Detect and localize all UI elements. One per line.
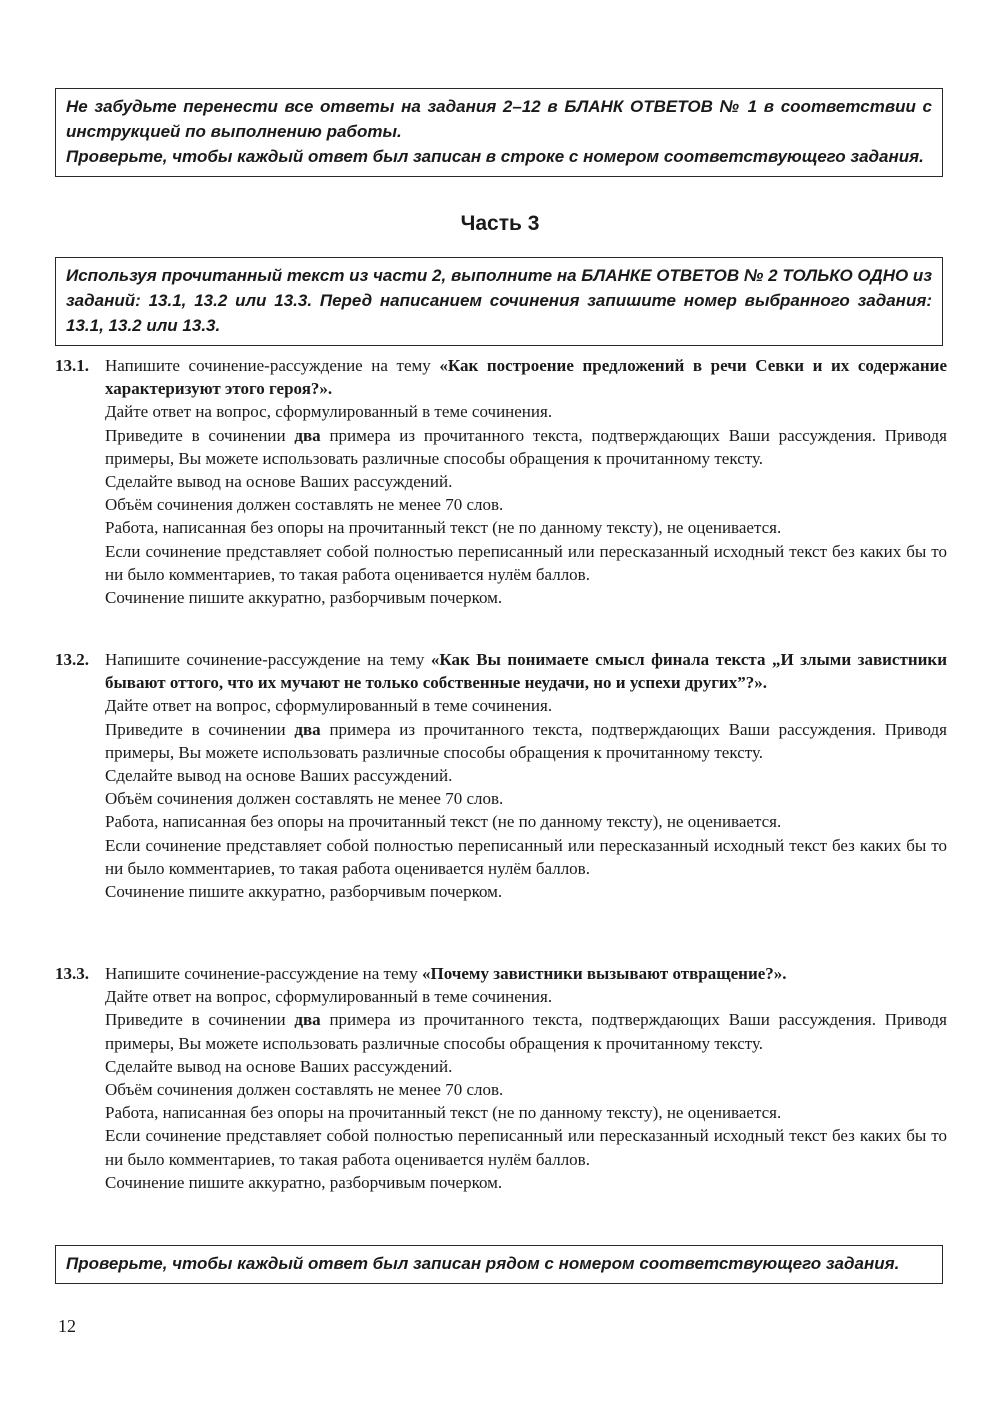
examples-pre: Приведите в сочинении — [105, 719, 295, 739]
task-topic: «Почему завистники вызывают отвращение?». — [422, 964, 787, 983]
instruction-volume: Объём сочинения должен составлять не менее 70 слов. — [105, 495, 504, 515]
task-number: 13.3. — [55, 964, 89, 983]
examples-post: примера из прочитанного текста, подтверждающих Ваши рассуждения. Приводя примеры, Вы можете использовать различные способы обращения к прочитанному тексту. — [105, 425, 947, 468]
instruction-no-support: Работа, написанная без опоры на прочитанный текст (не по данному тексту), не оценивается. — [105, 812, 782, 832]
examples-pre: Приведите в сочинении — [105, 1010, 295, 1030]
instruction-conclusion: Сделайте вывод на основе Ваших рассуждений. — [105, 472, 453, 492]
task-lead — [105, 354, 947, 400]
instruction-answer: Дайте ответ на вопрос, сформулированный в теме сочинения. — [105, 402, 553, 422]
task-topic: «Как построение предложений в речи Севки и их содержание характеризуют этого героя?». — [105, 356, 947, 399]
task-lead — [105, 648, 947, 694]
task-body — [105, 962, 947, 1194]
instruction-examples — [105, 1008, 947, 1054]
notice-bottom-text: Проверьте, чтобы каждый ответ был записан рядом с номером соответствующего задания. — [66, 1254, 900, 1273]
task-13-3 — [55, 962, 947, 1194]
instruction-conclusion: Сделайте вывод на основе Ваших рассуждений. — [105, 766, 453, 786]
part-title: Часть 3 — [460, 212, 540, 235]
task-number: 13.1. — [55, 356, 89, 375]
notice-top-line2: Проверьте, чтобы каждый ответ был записан в строке с номером соответствующего задания. — [66, 147, 924, 166]
task-body — [105, 648, 947, 903]
examples-post: примера из прочитанного текста, подтверждающих Ваши рассуждения. Приводя примеры, Вы можете использовать различные способы обращения к прочитанному тексту. — [105, 1010, 947, 1053]
instruction-conclusion: Сделайте вывод на основе Ваших рассуждений. — [105, 1056, 453, 1076]
instruction-neat: Сочинение пишите аккуратно, разборчивым почерком. — [105, 588, 503, 608]
notice-mid-box — [55, 257, 943, 346]
instruction-rewritten: Если сочинение представляет собой полностью переписанный или пересказанный исходный текст без каких бы то ни было комментариев, то такая работа оценивается нулём баллов. — [105, 541, 947, 584]
notice-top-line1: Не забудьте перенести все ответы на задания 2–12 в БЛАНК ОТВЕТОВ № 1 в соответствии с инструкцией по выполнению работы. — [66, 97, 932, 141]
instruction-volume: Объём сочинения должен составлять не менее 70 слов. — [105, 1080, 504, 1100]
task-topic: «Как Вы понимаете смысл финала текста „И злыми завистники бывают оттого, что их мучают не только собственные неудачи, но и успехи других”?». — [105, 650, 948, 693]
instruction-neat: Сочинение пишите аккуратно, разборчивым почерком. — [105, 1172, 503, 1192]
instruction-answer: Дайте ответ на вопрос, сформулированный в теме сочинения. — [105, 987, 553, 1007]
task-intro: Напишите сочинение-рассуждение на тему — [105, 964, 422, 983]
task-intro: Напишите сочинение-рассуждение на тему — [105, 356, 440, 375]
task-lead — [105, 962, 947, 985]
instruction-answer: Дайте ответ на вопрос, сформулированный в теме сочинения. — [105, 696, 553, 716]
instruction-no-support: Работа, написанная без опоры на прочитанный текст (не по данному тексту), не оценивается. — [105, 1103, 782, 1123]
examples-post: примера из прочитанного текста, подтверждающих Ваши рассуждения. Приводя примеры, Вы можете использовать различные способы обращения к прочитанному тексту. — [105, 719, 947, 762]
task-13-2 — [55, 648, 947, 903]
instruction-rewritten: Если сочинение представляет собой полностью переписанный или пересказанный исходный текст без каких бы то ни было комментариев, то такая работа оценивается нулём баллов. — [105, 835, 947, 878]
task-13-1 — [55, 354, 947, 609]
examples-pre: Приведите в сочинении — [105, 425, 295, 445]
examples-bold: два — [294, 425, 321, 445]
examples-bold: два — [294, 1010, 321, 1030]
task-body — [105, 354, 947, 609]
task-number: 13.2. — [55, 650, 89, 669]
notice-bottom-box — [55, 1245, 943, 1284]
instruction-neat: Сочинение пишите аккуратно, разборчивым почерком. — [105, 882, 503, 902]
instruction-examples — [105, 718, 947, 764]
instruction-rewritten: Если сочинение представляет собой полностью переписанный или пересказанный исходный текст без каких бы то ни было комментариев, то такая работа оценивается нулём баллов. — [105, 1126, 947, 1169]
examples-bold: два — [294, 719, 321, 739]
instruction-volume: Объём сочинения должен составлять не менее 70 слов. — [105, 789, 504, 809]
instruction-examples — [105, 424, 947, 470]
page-number: 12 — [58, 1316, 76, 1336]
task-intro: Напишите сочинение-рассуждение на тему — [105, 650, 431, 669]
instruction-no-support: Работа, написанная без опоры на прочитанный текст (не по данному тексту), не оценивается. — [105, 518, 782, 538]
notice-mid-text: Используя прочитанный текст из части 2, выполните на БЛАНКЕ ОТВЕТОВ № 2 ТОЛЬКО ОДНО из заданий: 13.1, 13.2 или 13.3. Перед написанием сочинения запишите номер выбранного задания: 13.1, 13.2 или 13.3. — [66, 266, 932, 335]
notice-top-box — [55, 88, 943, 177]
